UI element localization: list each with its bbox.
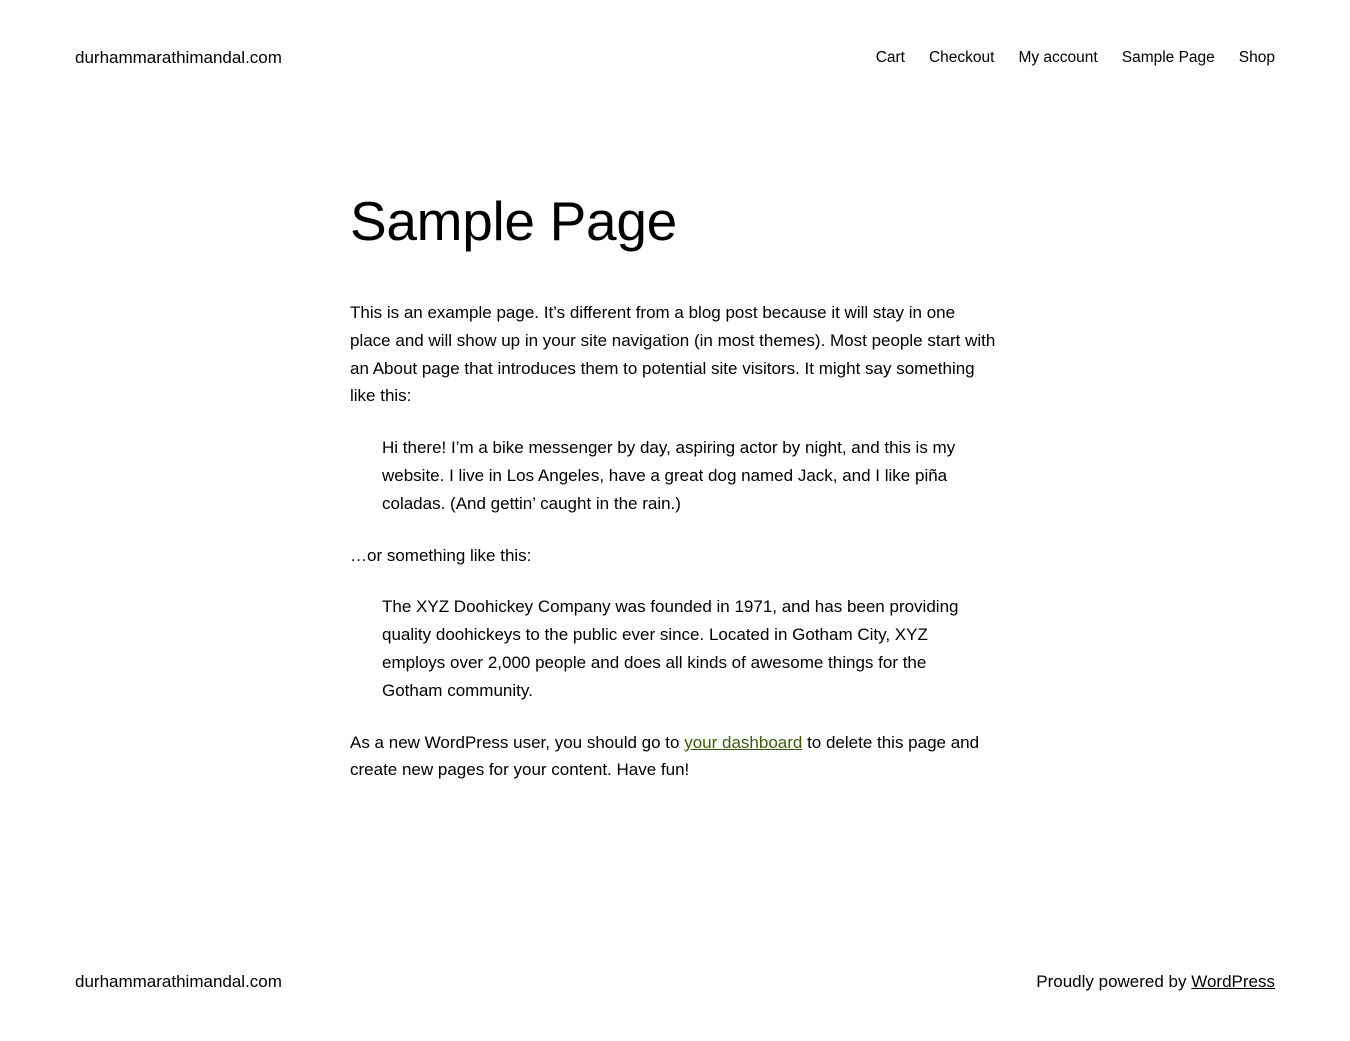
- page-content: [350, 186, 1000, 784]
- site-header: [75, 46, 1275, 70]
- site-footer: [75, 970, 1275, 994]
- nav-item-sample-page[interactable]: Sample Page: [1121, 49, 1215, 66]
- page-title: Sample Page: [350, 190, 677, 252]
- dashboard-link[interactable]: your dashboard: [684, 732, 803, 752]
- nav-item-cart[interactable]: Cart: [875, 49, 905, 66]
- wordpress-link[interactable]: WordPress: [1191, 972, 1275, 991]
- closing-text-before: As a new WordPress user, you should go to: [350, 732, 685, 752]
- nav-item-shop[interactable]: Shop: [1238, 49, 1275, 66]
- closing-paragraph: [350, 729, 1000, 785]
- primary-navigation: [852, 49, 1275, 67]
- closing-text-after: to delete this page and create new pages for your content. Have fun!: [350, 732, 980, 780]
- quote-bike-messenger-text: Hi there! I’m a bike messenger by day, aspiring actor by night, and this is my website. I live in Los Angeles, have a great dog named Jack, and I like piña coladas. (And gettin’ caught in the rain.): [382, 438, 956, 513]
- quote-xyz-company-text: The XYZ Doohickey Company was founded in 1971, and has been providing quality doohickeys to the public ever since. Located in Gotham City, XYZ employs over 2,000 people and does all kinds of awesome things for the Gotham community.: [382, 597, 959, 700]
- footer-site-title-link[interactable]: durhammarathimandal.com: [75, 972, 282, 991]
- footer-credit-text: Proudly powered by: [1036, 972, 1192, 991]
- site-title-link[interactable]: durhammarathimandal.com: [75, 48, 282, 67]
- nav-item-checkout[interactable]: Checkout: [928, 49, 995, 66]
- nav-item-my-account[interactable]: My account: [1018, 49, 1098, 66]
- quote-xyz-company: [382, 593, 982, 704]
- footer-credit: [1036, 972, 1275, 992]
- transition-paragraph: …or something like this:: [350, 545, 532, 565]
- quote-bike-messenger: [382, 434, 982, 517]
- intro-paragraph: This is an example page. It’s different from a blog post because it will stay in one place and will show up in your site navigation (in most themes). Most people start with an About page that introduces them to potential site visitors. It might say something like this:: [350, 303, 996, 406]
